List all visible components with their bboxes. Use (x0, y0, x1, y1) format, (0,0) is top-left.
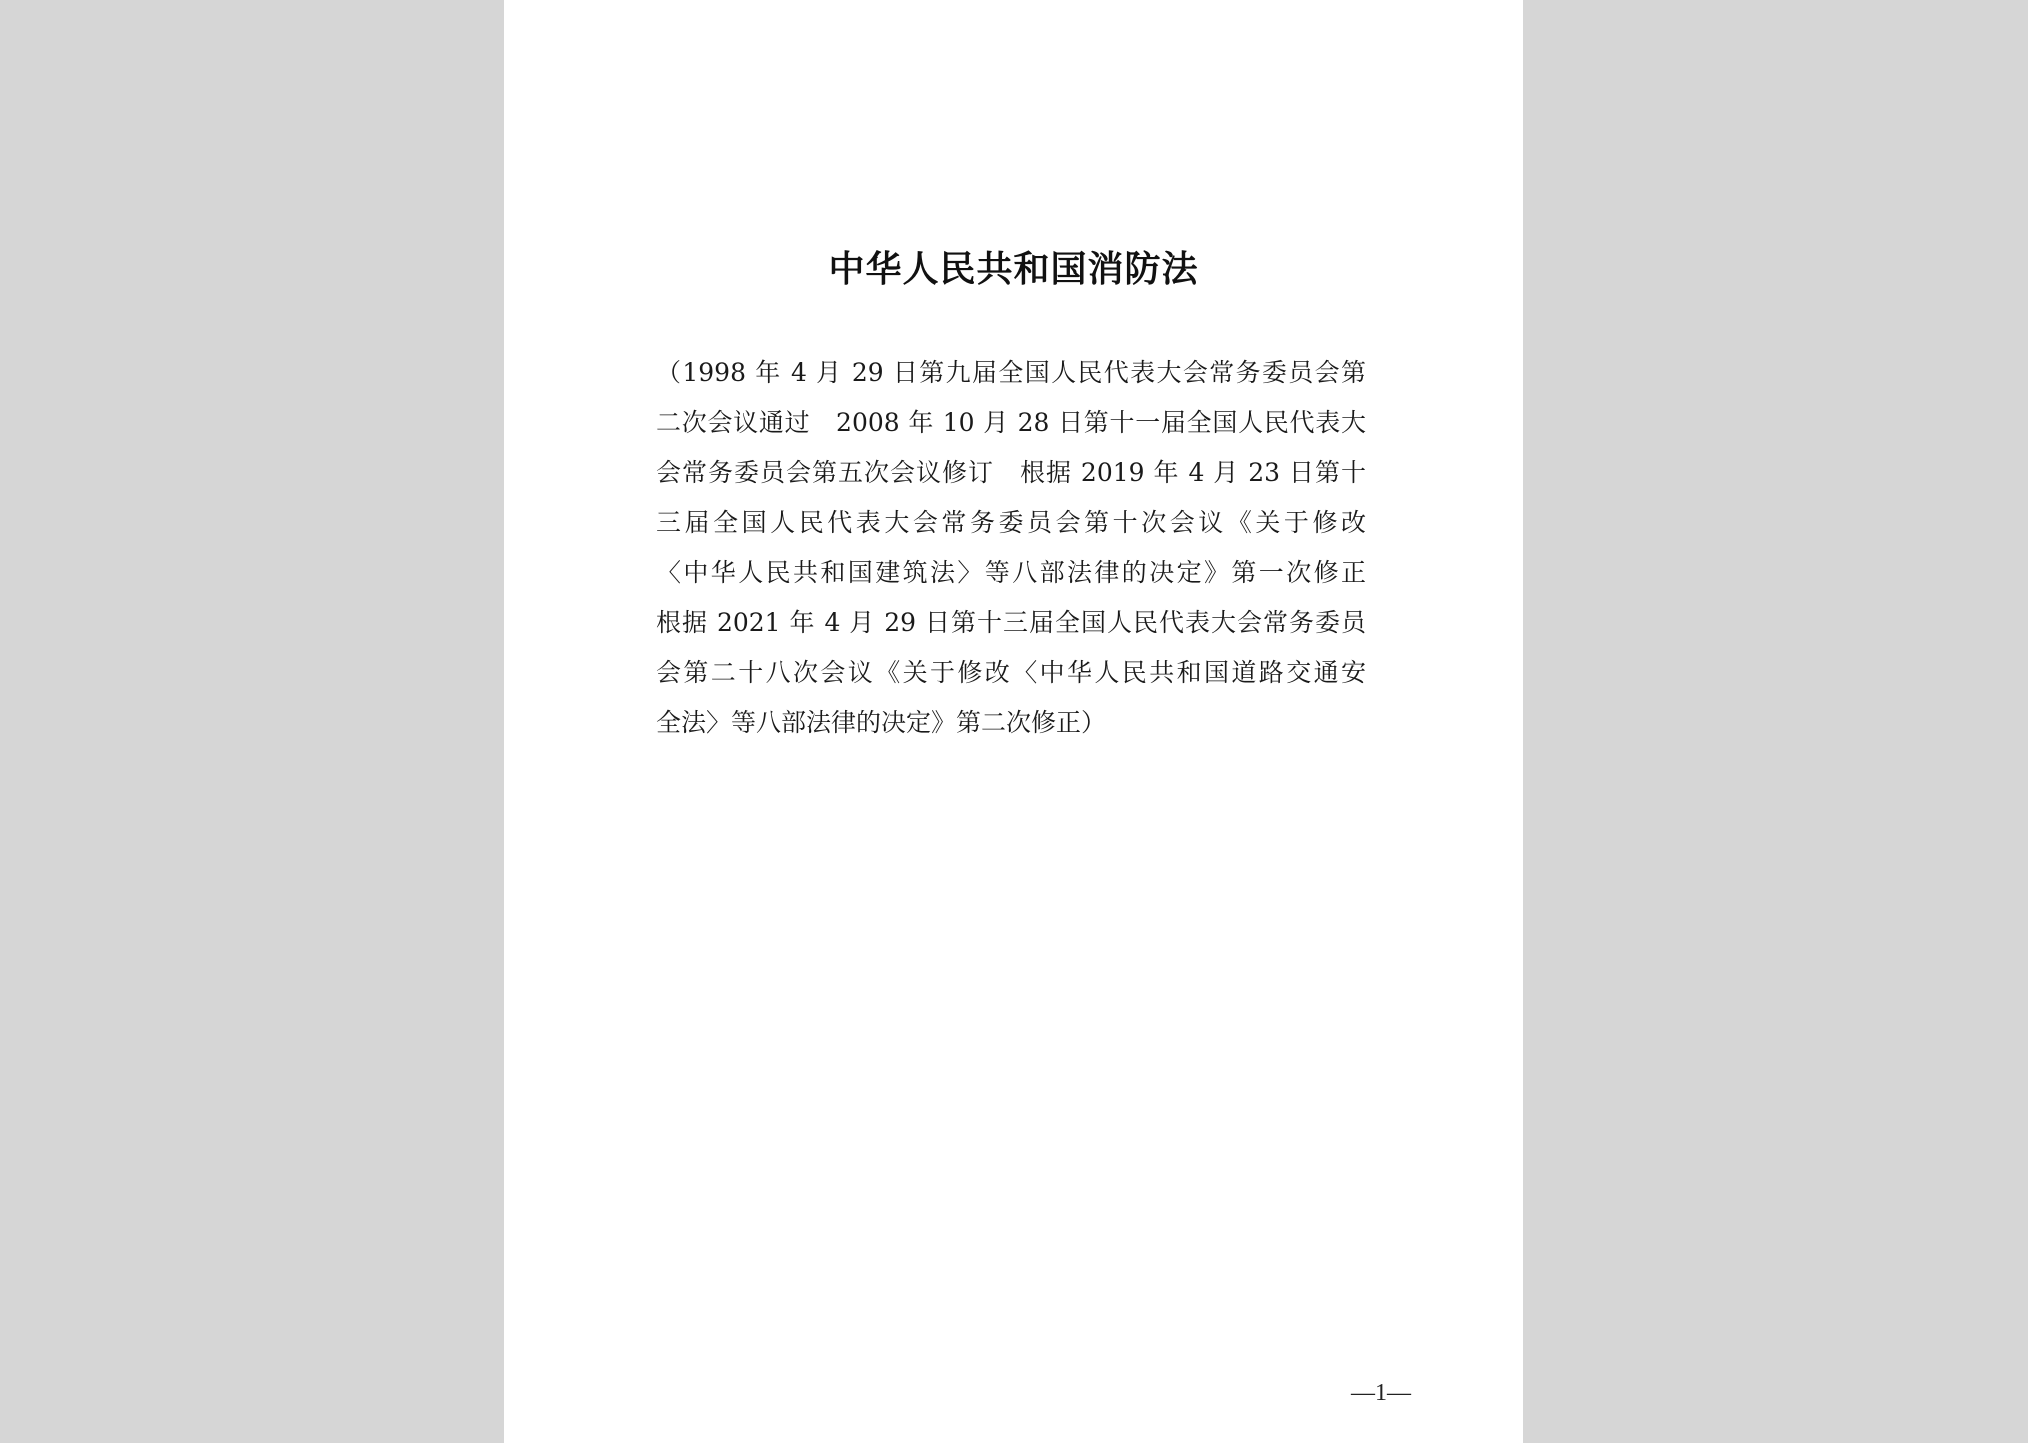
history-line: 三届全国人民代表大会常务委员会第十次会议《关于修改 (656, 508, 1366, 537)
history-line: 二次会议通过 2008 年 10 月 28 日第十一届全国人民代表大 (656, 408, 1366, 437)
page-number: —1— (1351, 1380, 1411, 1406)
history-line: 会第二十八次会议《关于修改〈中华人民共和国道路交通安 (656, 658, 1366, 687)
history-line: 〈中华人民共和国建筑法〉等八部法律的决定》第一次修正 (656, 558, 1366, 587)
history-line: 全法〉等八部法律的决定》第二次修正） (656, 708, 1107, 737)
history-line: 根据 2021 年 4 月 29 日第十三届全国人民代表大会常务委员 (656, 608, 1366, 637)
document-title: 中华人民共和国消防法 (828, 248, 1199, 290)
history-line: （1998 年 4 月 29 日第九届全国人民代表大会常务委员会第 (656, 358, 1366, 387)
history-line: 会常务委员会第五次会议修订 根据 2019 年 4 月 23 日第十 (656, 458, 1366, 487)
legislative-history (656, 348, 1366, 748)
document-page (504, 0, 1523, 1443)
